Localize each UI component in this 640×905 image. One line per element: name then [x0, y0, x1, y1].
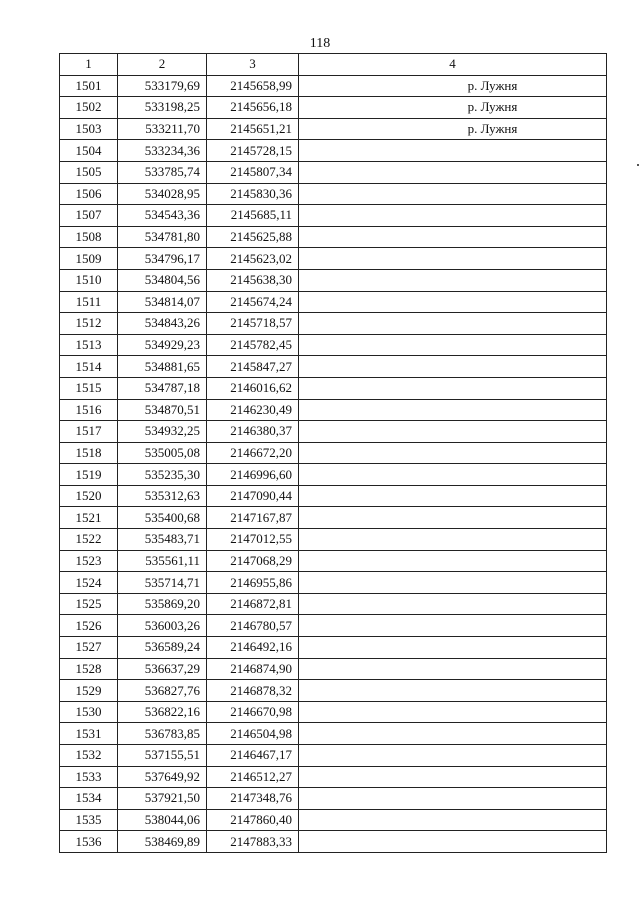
note-cell [299, 313, 607, 335]
y-coordinate-cell: 2146230,49 [207, 399, 299, 421]
y-coordinate-cell: 2145658,99 [207, 75, 299, 97]
y-coordinate-cell: 2145638,30 [207, 269, 299, 291]
point-number-cell: 1502 [60, 97, 118, 119]
point-number-cell: 1516 [60, 399, 118, 421]
y-coordinate-cell: 2146467,17 [207, 745, 299, 767]
table-body [60, 75, 607, 852]
point-number-cell: 1518 [60, 442, 118, 464]
table-row [60, 97, 607, 119]
page-number: 118 [309, 36, 331, 51]
table-row [60, 593, 607, 615]
point-number-cell: 1529 [60, 680, 118, 702]
note-cell [299, 464, 607, 486]
note-cell [299, 377, 607, 399]
point-number-cell: 1532 [60, 745, 118, 767]
header-row [60, 54, 607, 76]
table-row [60, 464, 607, 486]
x-coordinate-cell: 537649,92 [118, 766, 207, 788]
point-number-cell: 1503 [60, 118, 118, 140]
note-cell [299, 140, 607, 162]
point-number-cell: 1534 [60, 788, 118, 810]
note-cell [299, 356, 607, 378]
table-row [60, 529, 607, 551]
table-row [60, 507, 607, 529]
note-cell [299, 421, 607, 443]
x-coordinate-cell: 537155,51 [118, 745, 207, 767]
table-row [60, 334, 607, 356]
y-coordinate-cell: 2146872,81 [207, 593, 299, 615]
table-row [60, 399, 607, 421]
x-coordinate-cell: 536637,29 [118, 658, 207, 680]
note-cell [299, 183, 607, 205]
table-row [60, 356, 607, 378]
y-coordinate-cell: 2146504,98 [207, 723, 299, 745]
x-coordinate-cell: 533198,25 [118, 97, 207, 119]
x-coordinate-cell: 535714,71 [118, 572, 207, 594]
y-coordinate-cell: 2145685,11 [207, 205, 299, 227]
y-coordinate-cell: 2146874,90 [207, 658, 299, 680]
point-number-cell: 1517 [60, 421, 118, 443]
table-row [60, 701, 607, 723]
table-row [60, 809, 607, 831]
note-cell [299, 161, 607, 183]
table-row [60, 313, 607, 335]
y-coordinate-cell: 2146670,98 [207, 701, 299, 723]
point-number-cell: 1523 [60, 550, 118, 572]
point-number-cell: 1530 [60, 701, 118, 723]
y-coordinate-cell: 2146955,86 [207, 572, 299, 594]
table-header [60, 54, 607, 76]
table-row [60, 442, 607, 464]
x-coordinate-cell: 535235,30 [118, 464, 207, 486]
note-cell [299, 291, 607, 313]
note-cell [299, 809, 607, 831]
point-number-cell: 1522 [60, 529, 118, 551]
y-coordinate-cell: 2146996,60 [207, 464, 299, 486]
point-number-cell: 1520 [60, 485, 118, 507]
note-cell [299, 485, 607, 507]
note-cell [299, 572, 607, 594]
point-number-cell: 1501 [60, 75, 118, 97]
y-coordinate-cell: 2145625,88 [207, 226, 299, 248]
table-row [60, 680, 607, 702]
note-cell [299, 248, 607, 270]
y-coordinate-cell: 2147860,40 [207, 809, 299, 831]
note-cell [299, 226, 607, 248]
y-coordinate-cell: 2147167,87 [207, 507, 299, 529]
note-cell [299, 529, 607, 551]
y-coordinate-cell: 2145656,18 [207, 97, 299, 119]
x-coordinate-cell: 534804,56 [118, 269, 207, 291]
table-row [60, 421, 607, 443]
x-coordinate-cell: 535400,68 [118, 507, 207, 529]
note-cell [299, 658, 607, 680]
y-coordinate-cell: 2147090,44 [207, 485, 299, 507]
x-coordinate-cell: 538044,06 [118, 809, 207, 831]
scan-speck [637, 164, 639, 166]
y-coordinate-cell: 2147348,76 [207, 788, 299, 810]
y-coordinate-cell: 2145623,02 [207, 248, 299, 270]
note-cell [299, 788, 607, 810]
x-coordinate-cell: 534929,23 [118, 334, 207, 356]
note-cell [299, 745, 607, 767]
note-cell [299, 680, 607, 702]
x-coordinate-cell: 534881,65 [118, 356, 207, 378]
x-coordinate-cell: 536589,24 [118, 637, 207, 659]
y-coordinate-cell: 2146492,16 [207, 637, 299, 659]
table-row [60, 183, 607, 205]
x-coordinate-cell: 535483,71 [118, 529, 207, 551]
x-coordinate-cell: 534870,51 [118, 399, 207, 421]
x-coordinate-cell: 535561,11 [118, 550, 207, 572]
x-coordinate-cell: 536822,16 [118, 701, 207, 723]
point-number-cell: 1514 [60, 356, 118, 378]
table-row [60, 485, 607, 507]
table-row [60, 205, 607, 227]
x-coordinate-cell: 536827,76 [118, 680, 207, 702]
y-coordinate-cell: 2145847,27 [207, 356, 299, 378]
point-number-cell: 1513 [60, 334, 118, 356]
y-coordinate-cell: 2145807,34 [207, 161, 299, 183]
point-number-cell: 1521 [60, 507, 118, 529]
note-cell [299, 507, 607, 529]
header-col-2: 2 [118, 54, 207, 76]
table-row [60, 269, 607, 291]
table-row [60, 291, 607, 313]
point-number-cell: 1533 [60, 766, 118, 788]
y-coordinate-cell: 2145728,15 [207, 140, 299, 162]
point-number-cell: 1506 [60, 183, 118, 205]
table-row [60, 118, 607, 140]
note-cell [299, 442, 607, 464]
x-coordinate-cell: 534814,07 [118, 291, 207, 313]
point-number-cell: 1535 [60, 809, 118, 831]
note-cell [299, 593, 607, 615]
note-cell [299, 399, 607, 421]
note-cell [299, 615, 607, 637]
point-number-cell: 1528 [60, 658, 118, 680]
table-row [60, 161, 607, 183]
table-row [60, 658, 607, 680]
point-number-cell: 1504 [60, 140, 118, 162]
x-coordinate-cell: 534796,17 [118, 248, 207, 270]
point-number-cell: 1509 [60, 248, 118, 270]
table-row [60, 745, 607, 767]
y-coordinate-cell: 2145830,36 [207, 183, 299, 205]
note-cell [299, 550, 607, 572]
y-coordinate-cell: 2147012,55 [207, 529, 299, 551]
table-row [60, 572, 607, 594]
header-col-4: 4 [299, 54, 607, 76]
y-coordinate-cell: 2147883,33 [207, 831, 299, 853]
x-coordinate-cell: 536783,85 [118, 723, 207, 745]
point-number-cell: 1511 [60, 291, 118, 313]
point-number-cell: 1536 [60, 831, 118, 853]
y-coordinate-cell: 2146878,32 [207, 680, 299, 702]
point-number-cell: 1510 [60, 269, 118, 291]
x-coordinate-cell: 535005,08 [118, 442, 207, 464]
x-coordinate-cell: 534843,26 [118, 313, 207, 335]
note-cell [299, 269, 607, 291]
note-cell: р. Лужня [299, 97, 607, 119]
y-coordinate-cell: 2146780,57 [207, 615, 299, 637]
header-col-1: 1 [60, 54, 118, 76]
y-coordinate-cell: 2145718,57 [207, 313, 299, 335]
point-number-cell: 1524 [60, 572, 118, 594]
table-row [60, 550, 607, 572]
point-number-cell: 1512 [60, 313, 118, 335]
y-coordinate-cell: 2146380,37 [207, 421, 299, 443]
y-coordinate-cell: 2146016,62 [207, 377, 299, 399]
note-cell [299, 723, 607, 745]
x-coordinate-cell: 534543,36 [118, 205, 207, 227]
y-coordinate-cell: 2145782,45 [207, 334, 299, 356]
x-coordinate-cell: 537921,50 [118, 788, 207, 810]
y-coordinate-cell: 2145651,21 [207, 118, 299, 140]
table-row [60, 766, 607, 788]
x-coordinate-cell: 535869,20 [118, 593, 207, 615]
table-row [60, 788, 607, 810]
x-coordinate-cell: 534787,18 [118, 377, 207, 399]
table-row [60, 831, 607, 853]
x-coordinate-cell: 534028,95 [118, 183, 207, 205]
x-coordinate-cell: 533234,36 [118, 140, 207, 162]
point-number-cell: 1515 [60, 377, 118, 399]
note-cell [299, 637, 607, 659]
table-row [60, 615, 607, 637]
header-col-3: 3 [207, 54, 299, 76]
x-coordinate-cell: 533785,74 [118, 161, 207, 183]
y-coordinate-cell: 2146512,27 [207, 766, 299, 788]
table-row [60, 248, 607, 270]
table-row [60, 226, 607, 248]
point-number-cell: 1531 [60, 723, 118, 745]
table-row [60, 140, 607, 162]
x-coordinate-cell: 536003,26 [118, 615, 207, 637]
point-number-cell: 1525 [60, 593, 118, 615]
x-coordinate-cell: 533211,70 [118, 118, 207, 140]
point-number-cell: 1527 [60, 637, 118, 659]
note-cell [299, 766, 607, 788]
x-coordinate-cell: 533179,69 [118, 75, 207, 97]
note-cell [299, 701, 607, 723]
note-cell [299, 334, 607, 356]
point-number-cell: 1519 [60, 464, 118, 486]
table-row [60, 75, 607, 97]
point-number-cell: 1526 [60, 615, 118, 637]
x-coordinate-cell: 534932,25 [118, 421, 207, 443]
y-coordinate-cell: 2146672,20 [207, 442, 299, 464]
coordinates-table [59, 53, 607, 853]
point-number-cell: 1507 [60, 205, 118, 227]
note-cell: р. Лужня [299, 118, 607, 140]
note-cell [299, 831, 607, 853]
table-row [60, 377, 607, 399]
x-coordinate-cell: 534781,80 [118, 226, 207, 248]
point-number-cell: 1505 [60, 161, 118, 183]
y-coordinate-cell: 2147068,29 [207, 550, 299, 572]
x-coordinate-cell: 538469,89 [118, 831, 207, 853]
y-coordinate-cell: 2145674,24 [207, 291, 299, 313]
note-cell: р. Лужня [299, 75, 607, 97]
table-row [60, 637, 607, 659]
table-row [60, 723, 607, 745]
note-cell [299, 205, 607, 227]
point-number-cell: 1508 [60, 226, 118, 248]
x-coordinate-cell: 535312,63 [118, 485, 207, 507]
